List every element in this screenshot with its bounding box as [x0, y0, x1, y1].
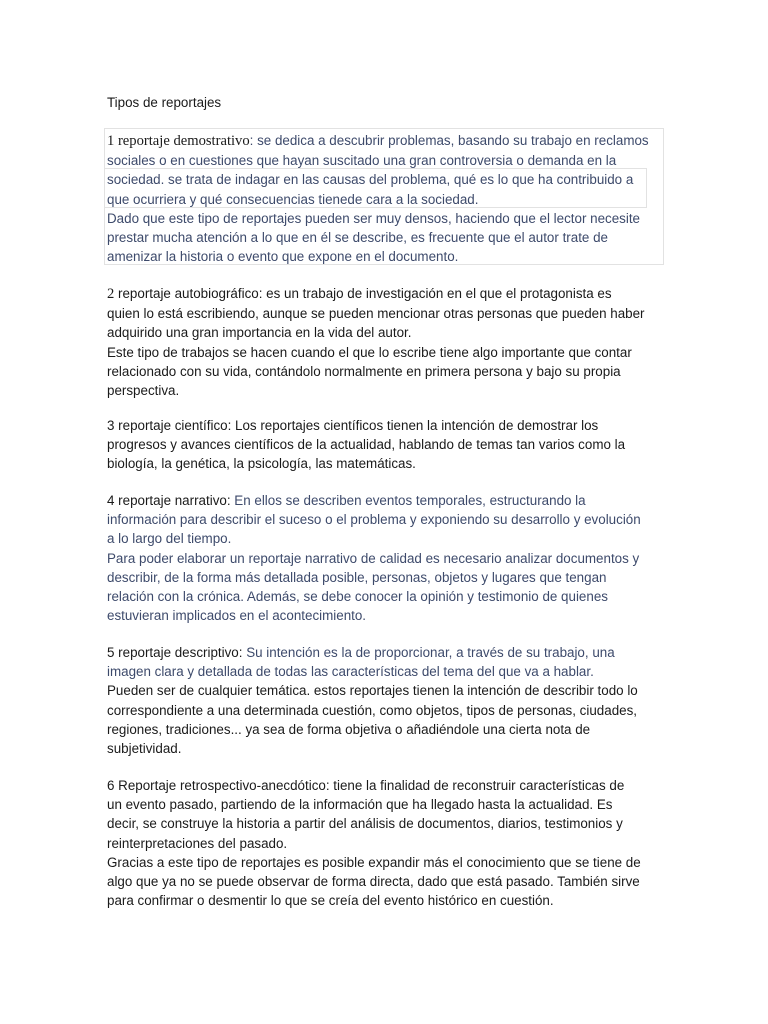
- paragraph-line: [107, 170, 667, 189]
- text-run: 4 reportaje narrativo:: [107, 493, 235, 508]
- text-run: reportaje autobiográfico: es un trabajo de investigación en el que el protagonista es: [114, 286, 612, 301]
- paragraph-line: [107, 228, 667, 247]
- paragraph-line: [107, 720, 667, 739]
- text-run: información para describir el suceso o el problema y exponiendo su desarrollo y evolución: [107, 512, 641, 528]
- text-run: progresos y avances científicos de la actualidad, hablando de temas tan varios como la: [107, 437, 626, 453]
- text-run: En ellos se describen eventos temporales, estructurando la: [234, 493, 586, 508]
- paragraph-line: [107, 643, 667, 662]
- paragraph-line: [107, 209, 667, 228]
- paragraph-line: [107, 454, 667, 473]
- text-run: Su intención es la de proporcionar, a través de su trabajo, una: [246, 645, 615, 660]
- text-run: a lo largo del tiempo.: [107, 531, 232, 547]
- paragraph-line: [107, 284, 667, 304]
- text-run: 3 reportaje científico: Los reportajes científicos tienen la intención de demostrar los: [107, 418, 599, 433]
- document-title: Tipos de reportajes: [107, 95, 222, 110]
- paragraph-line: [107, 343, 667, 362]
- paragraph-line: [107, 701, 667, 720]
- text-run: : se dedica a descubrir problemas, basando su trabajo en reclamos: [249, 133, 649, 148]
- paragraph-line: [107, 587, 667, 606]
- paragraph-line: [107, 549, 667, 568]
- text-run: regiones, tradiciones... ya sea de forma objetiva o añadiéndole una cierta nota de: [107, 721, 591, 737]
- text-run: Este tipo de trabajos se hacen cuando el que lo escribe tiene algo importante que contar: [107, 344, 632, 360]
- paragraph-line: [107, 776, 667, 795]
- text-run: Dado que este tipo de reportajes pueden ser muy densos, haciendo que el lector necesite: [107, 210, 640, 226]
- text-run: relacionado con su vida, contándolo normalmente en primera persona y bajo su propia: [107, 363, 621, 379]
- text-run: Gracias a este tipo de reportajes es posible expandir más el conocimiento que se tiene de: [107, 854, 641, 870]
- section-cientifico: [107, 416, 667, 474]
- text-run: amenizar la historia o evento que expone en el documento.: [107, 249, 459, 265]
- paragraph-line: [107, 834, 667, 853]
- text-run: reinterpretaciones del pasado.: [107, 835, 288, 851]
- text-run: perspectiva.: [107, 383, 180, 399]
- paragraph-line: [107, 510, 667, 529]
- paragraph-line: [107, 814, 667, 833]
- text-run: un evento pasado, partiendo de la información que ha llegado hasta la actualidad. Es: [107, 797, 613, 813]
- text-run: relación con la crónica. Además, se debe conocer la opinión y testimonio de quienes: [107, 589, 608, 605]
- text-run: 6 Reportaje retrospectivo-anecdótico: tiene la finalidad de reconstruir características de: [107, 778, 625, 793]
- text-run: imagen clara y detallada de todas las características del tema del que va a hablar.: [107, 664, 594, 680]
- text-run: quien lo está escribiendo, aunque se pueden mencionar otras personas que pueden haber: [107, 306, 645, 322]
- paragraph-line: [107, 662, 667, 681]
- text-run: describir, de la forma más detallada posible, personas, objetos y lugares que tengan: [107, 569, 607, 585]
- paragraph-line: [107, 568, 667, 587]
- text-run: para confirmar o desmentir lo que se creía del evento histórico en cuestión.: [107, 893, 554, 909]
- text-run: Pueden ser de cualquier temática. estos reportajes tienen la intención de describir todo lo: [107, 683, 638, 699]
- paragraph-line: [107, 151, 667, 170]
- text-run: subjetividad.: [107, 741, 182, 757]
- text-run: 1 reportaje demostrativo: [107, 133, 250, 149]
- paragraph-line: [107, 304, 667, 323]
- text-run: 5 reportaje descriptivo:: [107, 645, 247, 660]
- section-demostrativo: [107, 131, 667, 266]
- paragraph-line: [107, 795, 667, 814]
- section-retrospectivo: [107, 776, 667, 910]
- text-run: Para poder elaborar un reportaje narrativo de calidad es necesario analizar documentos y: [107, 550, 640, 566]
- section-narrativo: [107, 491, 667, 625]
- paragraph-line: [107, 853, 667, 872]
- paragraph-line: [107, 190, 667, 209]
- text-run: algo que ya no se puede observar de forma directa, dado que está pasado. También sirve: [107, 874, 640, 890]
- paragraph-line: [107, 681, 667, 700]
- text-run: correspondiente a una determinada cuestión, como objetos, tipos de personas, ciudades,: [107, 702, 638, 718]
- paragraph-line: [107, 872, 667, 891]
- paragraph-line: [107, 739, 667, 758]
- paragraph-line: [107, 435, 667, 454]
- text-run: biología, la genética, la psicología, las matemáticas.: [107, 456, 416, 472]
- text-run: decir, se construye la historia a partir del análisis de documentos, diarios, testimonios y: [107, 816, 623, 832]
- paragraph-line: [107, 529, 667, 548]
- paragraph-line: [107, 491, 667, 510]
- text-run: sociedad. se trata de indagar en las causas del problema, qué es lo que ha contribuido a: [107, 172, 634, 188]
- paragraph-line: [107, 131, 667, 151]
- text-run: sociales o en cuestiones que hayan suscitado una gran controversia o demanda en la: [107, 153, 617, 169]
- paragraph-line: [107, 891, 667, 910]
- text-run: estuvieran implicados en el acontecimiento.: [107, 608, 367, 624]
- paragraph-line: [107, 362, 667, 381]
- text-run: prestar mucha atención a lo que en él se describe, es frecuente que el autor trate de: [107, 230, 608, 246]
- text-run: 2: [107, 286, 115, 302]
- paragraph-line: [107, 416, 667, 435]
- section-autobiografico: [107, 284, 667, 400]
- paragraph-line: [107, 381, 667, 400]
- paragraph-line: [107, 323, 667, 342]
- text-run: adquirido una gran importancia en la vida del autor.: [107, 325, 412, 341]
- paragraph-line: [107, 247, 667, 266]
- text-run: que ocurriera y qué consecuencias tienede cara a la sociedad.: [107, 191, 479, 207]
- paragraph-line: [107, 606, 667, 625]
- section-descriptivo: [107, 643, 667, 758]
